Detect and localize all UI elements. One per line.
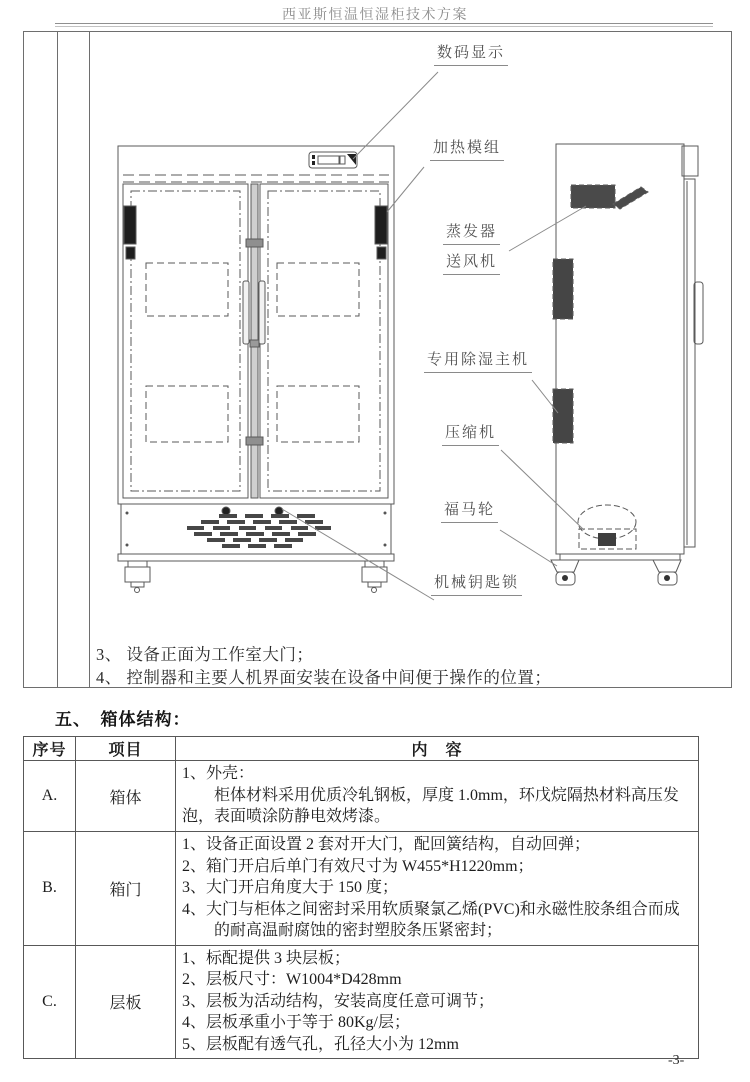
row-c-content <box>176 945 699 1059</box>
row-a-no: A. <box>24 761 76 832</box>
document-title: 西亚斯恒温恒湿柜技术方案 <box>282 8 468 23</box>
callout-key-lock: 机械钥匙锁 <box>431 575 522 596</box>
table-row <box>24 832 699 946</box>
row-a-item: 箱体 <box>76 761 176 832</box>
content-line: 1、外壳： <box>182 765 255 782</box>
col-header-item: 项目 <box>76 737 176 761</box>
content-line: 2、箱门开启后单门有效尺寸为 W455*H1220mm； <box>182 857 534 875</box>
row-b-no: B. <box>24 832 76 946</box>
caster-wheels <box>551 560 681 585</box>
header-rule <box>55 23 713 27</box>
figure-note-3: 3、 设备正面为工作室大门； <box>96 645 314 664</box>
ventilation-grille <box>187 514 331 548</box>
table-row <box>24 945 699 1059</box>
figure-note-4: 4、 控制器和主要人机界面安装在设备中间便于操作的位置； <box>96 668 552 687</box>
callout-digital-display: 数码显示 <box>434 45 508 66</box>
digital-display-panel <box>309 152 357 168</box>
compressor-part <box>578 505 636 549</box>
callout-dehumidifier: 专用除湿主机 <box>424 352 532 373</box>
section-heading: 五、 箱体结构： <box>55 710 191 729</box>
page-number: -3- <box>668 1053 685 1068</box>
callout-heating-module: 加热模组 <box>430 140 504 161</box>
content-line: 4、大门与柜体之间密封采用软质聚氯乙烯(PVC)和永磁性胶条组合而成的耐高温耐腐蚀的密封塑胶条压紧密封； <box>182 900 680 939</box>
content-line: 2、层板尺寸：W1004*D428mm <box>182 971 402 988</box>
front-view-drawing <box>118 146 394 593</box>
front-feet <box>125 561 387 593</box>
spec-table <box>23 736 699 1059</box>
content-line: 5、层板配有透气孔，孔径大小为 12mm <box>182 1035 459 1053</box>
content-line: 1、标配提供 3 块层板； <box>182 949 351 967</box>
content-line: 4、层板承重小于等于 80Kg/层； <box>182 1014 411 1031</box>
callout-compressor: 压缩机 <box>442 425 499 446</box>
row-c-no: C. <box>24 945 76 1059</box>
row-c-item: 层板 <box>76 945 176 1059</box>
row-b-item: 箱门 <box>76 832 176 946</box>
col-header-no: 序号 <box>24 737 76 761</box>
callout-supply-fan: 送风机 <box>443 254 500 275</box>
content-line: 1、设备正面设置 2 套对开大门，配回簧结构，自动回弹； <box>182 836 591 853</box>
figure-panel <box>23 31 732 688</box>
content-line: 3、层板为活动结构，安装高度任意可调节； <box>182 992 495 1010</box>
content-line: 3、大门开启角度大于 150 度； <box>182 879 399 896</box>
dehumidifier-part <box>553 389 573 443</box>
content-line: 柜体材料采用优质冷轧钢板，厚度 1.0mm，环戊烷隔热材料高压发泡，表面喷涂防静电效烤漆。 <box>182 786 679 825</box>
side-view-drawing <box>551 144 703 585</box>
callout-evaporator: 蒸发器 <box>443 224 500 245</box>
callout-caster: 福马轮 <box>441 502 498 523</box>
evaporator-fan-part <box>553 259 573 319</box>
col-header-content: 内 容 <box>176 737 699 761</box>
row-a-content <box>176 761 699 832</box>
table-row <box>24 761 699 832</box>
heating-module-part <box>571 185 648 209</box>
cabinet-diagram <box>24 32 731 687</box>
row-b-content <box>176 832 699 946</box>
table-header-row <box>24 737 699 761</box>
